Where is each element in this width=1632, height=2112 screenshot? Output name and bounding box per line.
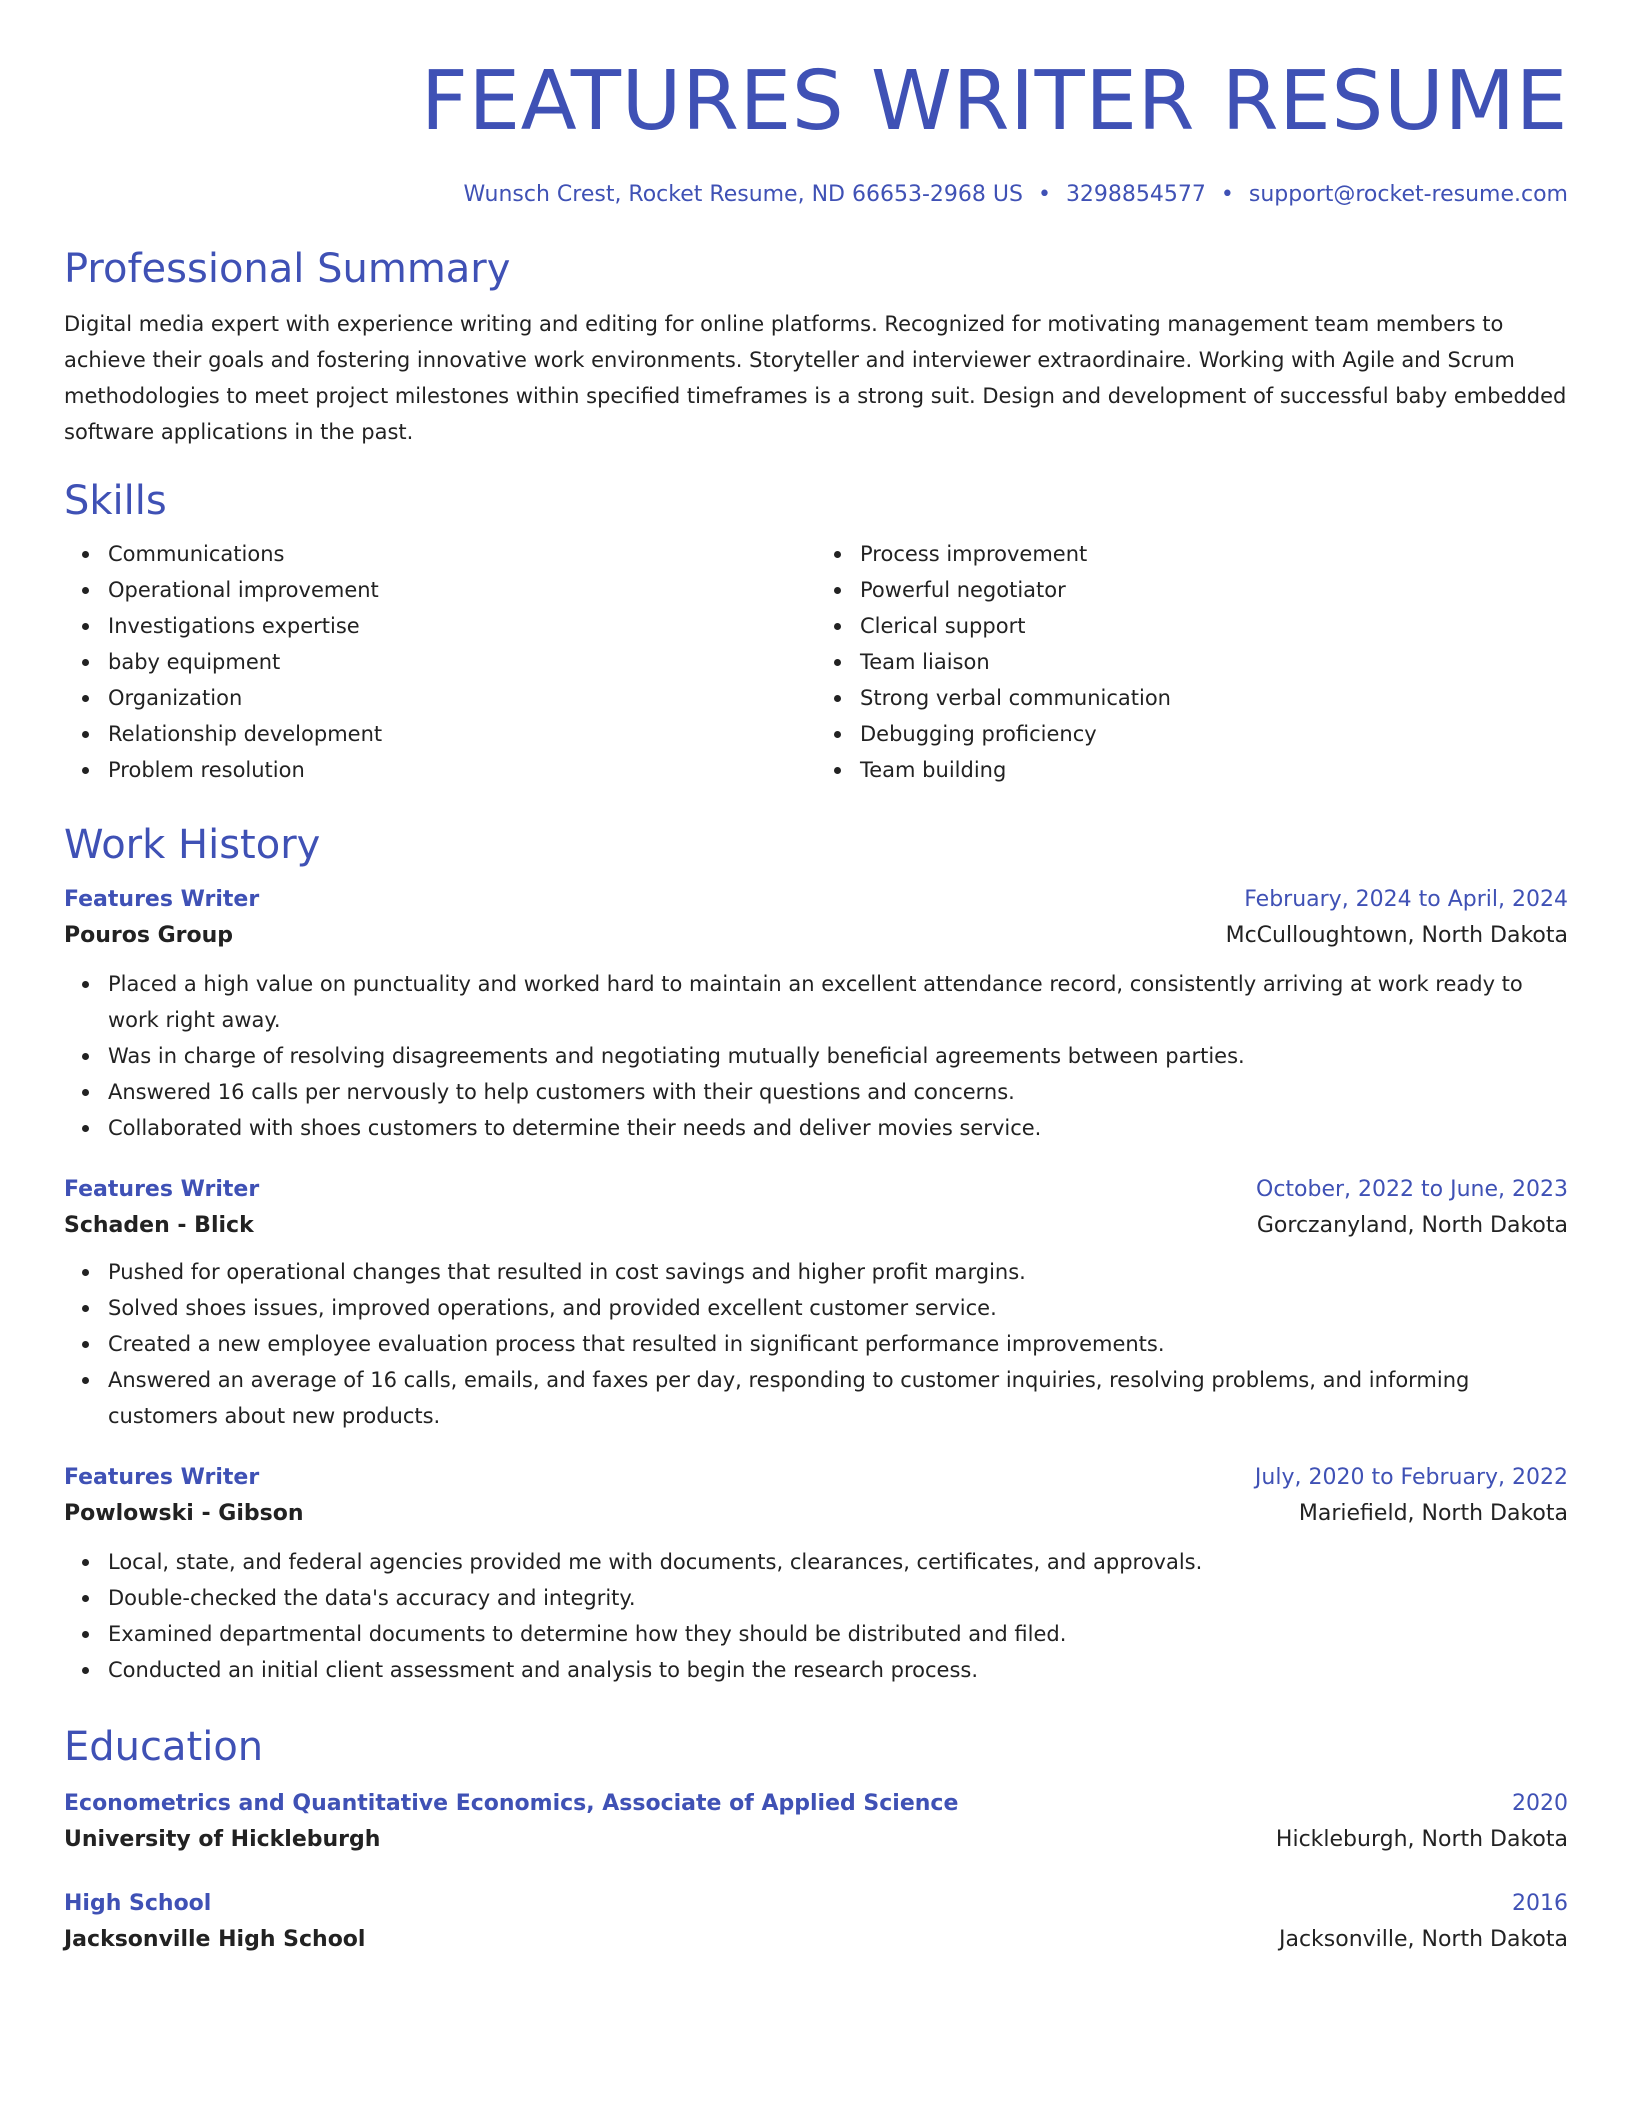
skill-item: Team building	[860, 752, 1568, 788]
job-header-row	[64, 1460, 1568, 1496]
skill-item: Team liaison	[860, 644, 1568, 680]
job-company-row	[64, 1496, 1568, 1532]
job-entry	[64, 1460, 1568, 1688]
education-school-row	[64, 1822, 1568, 1858]
job-bullet: Was in charge of resolving disagreements and negotiating mutually beneficial agreements between parties.	[108, 1038, 1568, 1074]
education-header-row	[64, 1886, 1568, 1922]
education-entry	[64, 1786, 1568, 1858]
job-bullet: Answered an average of 16 calls, emails, and faxes per day, responding to customer inquiries, resolving problems, and informing customers about new products.	[108, 1362, 1568, 1434]
job-dates: July, 2020 to February, 2022	[1254, 1465, 1568, 1490]
job-bullets	[64, 1544, 1568, 1688]
job-company-row	[64, 918, 1568, 954]
skill-item: Strong verbal communication	[860, 680, 1568, 716]
job-header-row	[64, 882, 1568, 918]
education-location: Jacksonville, North Dakota	[1278, 1927, 1568, 1952]
job-bullets	[64, 1254, 1568, 1434]
job-location: McCulloughtown, North Dakota	[1225, 923, 1568, 948]
education-location: Hickleburgh, North Dakota	[1275, 1827, 1568, 1852]
contact-phone: 3298854577	[1065, 182, 1206, 207]
job-company-row	[64, 1208, 1568, 1244]
contact-email: support@rocket-resume.com	[1248, 182, 1568, 207]
contact-separator: •	[1037, 182, 1051, 207]
skill-item: Powerful negotiator	[860, 572, 1568, 608]
education-heading: Education	[64, 1724, 264, 1770]
job-dates: February, 2024 to April, 2024	[1244, 887, 1568, 912]
job-bullet: Local, state, and federal agencies provided me with documents, clearances, certificates, and approvals.	[108, 1544, 1568, 1580]
skill-item: baby equipment	[108, 644, 816, 680]
education-degree: High School	[64, 1891, 212, 1916]
resume-title: FEATURES WRITER RESUME	[420, 54, 1568, 149]
work-history-heading: Work History	[64, 822, 321, 868]
job-title: Features Writer	[64, 1177, 260, 1202]
job-company: Powlowski - Gibson	[64, 1501, 304, 1526]
skill-item: Communications	[108, 536, 816, 572]
job-entry	[64, 1172, 1568, 1434]
job-bullets	[64, 966, 1568, 1146]
job-bullet: Examined departmental documents to determine how they should be distributed and filed.	[108, 1616, 1568, 1652]
education-year: 2016	[1512, 1891, 1568, 1916]
education-header-row	[64, 1786, 1568, 1822]
skill-item: Relationship development	[108, 716, 816, 752]
education-school-row	[64, 1922, 1568, 1958]
job-bullet: Double-checked the data's accuracy and integrity.	[108, 1580, 1568, 1616]
job-bullet: Answered 16 calls per nervously to help customers with their questions and concerns.	[108, 1074, 1568, 1110]
job-bullet: Created a new employee evaluation process that resulted in significant performance improvements.	[108, 1326, 1568, 1362]
education-degree: Econometrics and Quantitative Economics, Associate of Applied Science	[64, 1791, 959, 1816]
skill-item: Organization	[108, 680, 816, 716]
contact-line	[64, 180, 1568, 210]
skill-item: Debugging proficiency	[860, 716, 1568, 752]
education-school: University of Hickleburgh	[64, 1827, 381, 1852]
skills-column-left	[64, 536, 816, 788]
job-bullet: Collaborated with shoes customers to determine their needs and deliver movies service.	[108, 1110, 1568, 1146]
job-bullet: Conducted an initial client assessment and analysis to begin the research process.	[108, 1652, 1568, 1688]
job-company: Pouros Group	[64, 923, 234, 948]
contact-separator: •	[1220, 182, 1234, 207]
skill-item: Clerical support	[860, 608, 1568, 644]
job-bullet: Placed a high value on punctuality and worked hard to maintain an excellent attendance record, consistently arriving at work ready to work right away.	[108, 966, 1568, 1038]
job-header-row	[64, 1172, 1568, 1208]
education-year: 2020	[1512, 1791, 1568, 1816]
job-company: Schaden - Blick	[64, 1213, 254, 1238]
contact-address: Wunsch Crest, Rocket Resume, ND 66653-2968 US	[463, 182, 1023, 207]
summary-text: Digital media expert with experience writing and editing for online platforms. Recognized for motivating management team members to achieve their goals and fostering innovative work environments. Storyteller and interviewer extraordinaire. Working with Agile and Scrum methodologies to meet project milestones within specified timeframes is a strong suit. Design and development of successful baby embedded software applications in the past.	[64, 312, 1567, 444]
education-entry	[64, 1886, 1568, 1958]
job-dates: October, 2022 to June, 2023	[1256, 1177, 1568, 1202]
job-entry	[64, 882, 1568, 1146]
job-bullet: Pushed for operational changes that resulted in cost savings and higher profit margins.	[108, 1254, 1568, 1290]
job-location: Gorczanyland, North Dakota	[1256, 1213, 1568, 1238]
job-bullet: Solved shoes issues, improved operations, and provided excellent customer service.	[108, 1290, 1568, 1326]
job-title: Features Writer	[64, 1465, 260, 1490]
skill-item: Process improvement	[860, 536, 1568, 572]
skills-heading: Skills	[64, 478, 167, 524]
skill-item: Investigations expertise	[108, 608, 816, 644]
skill-item: Problem resolution	[108, 752, 816, 788]
education-school: Jacksonville High School	[64, 1927, 366, 1952]
summary-heading: Professional Summary	[64, 246, 511, 292]
job-title: Features Writer	[64, 887, 260, 912]
job-location: Mariefield, North Dakota	[1298, 1501, 1568, 1526]
skills-grid	[64, 536, 1568, 788]
skill-item: Operational improvement	[108, 572, 816, 608]
skills-column-right	[816, 536, 1568, 788]
